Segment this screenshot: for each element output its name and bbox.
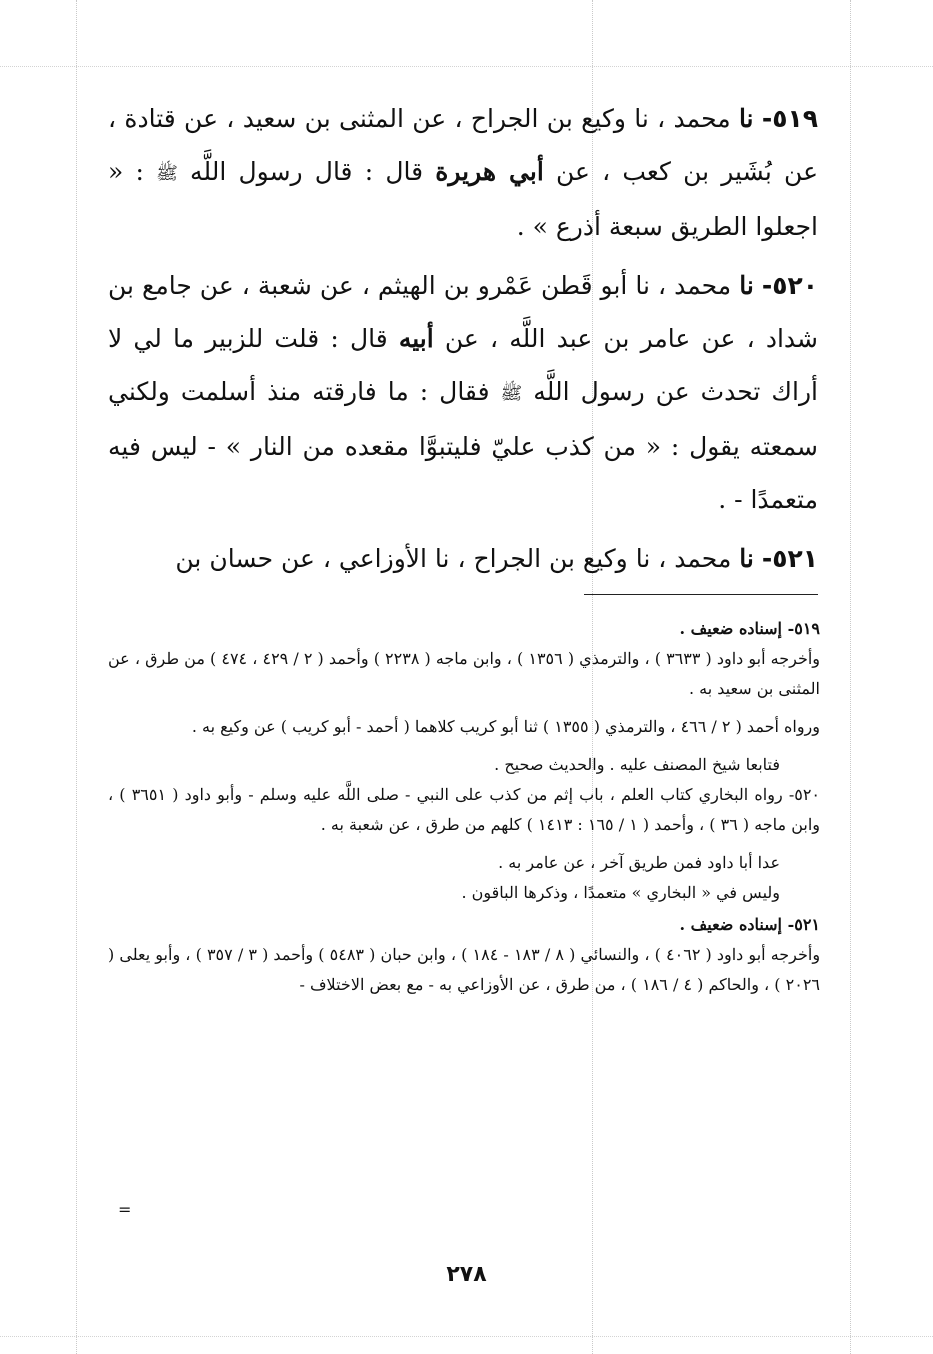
continuation-mark: = [118,1200,132,1219]
footnote-521-text: وأخرجه أبو داود ( ٤٠٦٢ ) ، والنسائي ( ٨ / ١٨٣ - ١٨٤ ) ، وابن حبان ( ٥٤٨٣ ) وأحمد ( ٣ / ٣٥٧ ) ، وأبو يعلى ( ٢٠٢٦ ) ، والحاكم ( ٤ / ١٨٦ ) ، من طرق ، عن الأوزاعي به - مع بعض الاختلاف - [108,945,821,994]
narration-word: نا [738,104,754,133]
narrator-name: أبي هريرة [435,157,544,186]
salutation-glyph: ﷺ [156,163,178,184]
footnotes [108,612,820,1000]
hadith-text: قال : قال رسول اللَّه [177,157,436,186]
footnote-separator [584,594,818,595]
hadith-text: محمد ، نا أبو قَطن عَمْرو بن الهيثم ، عن شعبة ، عن جامع بن شداد ، عن عامر بن عبد اللَّه ، عن [108,271,818,353]
hadith-number: ٥١٩- [761,104,819,133]
hadith-519 [108,92,818,253]
narration-word: نا [739,544,754,573]
hadith-number: ٥٢١- [761,544,818,573]
narrator-name: أبيه [398,324,434,353]
hadith-text: : « اجعلوا الطريق سبعة أذرع » . [108,157,818,241]
hadith-text: محمد ، نا وكيع بن الجراح ، عن المثنى بن سعيد ، عن قتادة ، عن بُشَير بن كعب ، عن [108,104,818,186]
scan-guide-line [850,0,851,1354]
salutation-glyph: ﷺ [500,383,523,404]
footnote-521-heading: ٥٢١- إسناده ضعيف . [679,915,820,934]
main-text [108,92,818,591]
footnote-519-text: فتابعا شيخ المصنف عليه . والحديث صحيح . [494,755,780,774]
scan-guide-line [0,1336,933,1337]
footnote-519-text: وأخرجه أبو داود ( ٣٦٣٣ ) ، والترمذي ( ١٣٥٦ ) ، وابن ماجه ( ٢٢٣٨ ) وأحمد ( ٢ / ٤٢٩ ، ٤٧٤ ) من طرق ، عن المثنى بن سعيد به . [108,649,821,698]
hadith-text: فقال : ما فارقته منذ أسلمت ولكني سمعته يقول : « من كذب عليّ فليتبوَّا مقعده من النار » - ليس فيه متعمدًا - . [108,377,818,514]
footnote-520-text: وليس في « البخاري » متعمدًا ، وذكرها الباقون . [461,883,780,902]
scan-guide-line [0,66,933,67]
footnote-520-text: ٥٢٠- رواه البخاري كتاب العلم ، باب إثم من كذب على النبي - صلى اللَّه عليه وسلم - وأبو داود ( ٣٦٥١ ) ، وابن ماجه ( ٣٦ ) ، وأحمد ( ١ / ١٦٥ : ١٤١٣ ) كلهم من طرق ، عن شعبة به . [108,785,821,834]
page-number: ٢٧٨ [446,1262,487,1287]
footnote-519-text: ورواه أحمد ( ٢ / ٤٦٦ ، والترمذي ( ١٣٥٥ ) ثنا أبو كريب كلاهما ( أحمد - أبو كريب ) عن وكيع به . [191,717,820,736]
hadith-521 [108,532,818,585]
scan-guide-line [76,0,77,1354]
hadith-520 [108,259,818,526]
footnote-520-text: عدا أبا داود فمن طريق آخر ، عن عامر به . [498,853,780,872]
hadith-text: محمد ، نا وكيع بن الجراح ، نا الأوزاعي ، عن حسان بن [175,544,740,573]
hadith-number: ٥٢٠- [761,271,818,300]
narration-word: نا [739,271,754,300]
footnote-519-heading: ٥١٩- إسناده ضعيف . [679,619,820,638]
hadith-text: قال : قلت للزبير ما لي لا أراك تحدث عن رسول اللَّه [108,324,818,406]
